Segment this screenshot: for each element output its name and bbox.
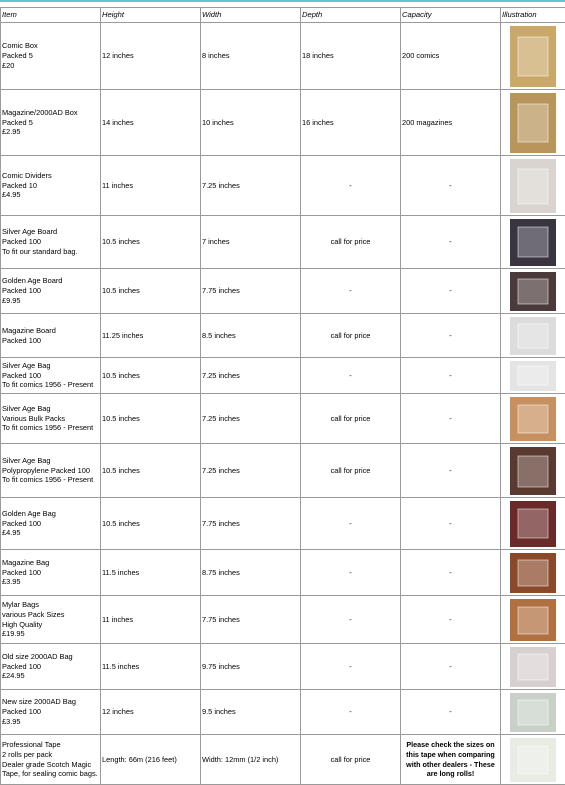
width-cell: Width: 12mm (1/2 inch) (201, 735, 301, 785)
cell-line: Silver Age Bag (2, 361, 99, 371)
height-cell: 11 inches (101, 156, 201, 216)
illustration-cell (501, 735, 565, 785)
height-cell: 11.5 inches (101, 644, 201, 690)
cell-line: To fit comics 1956 - Present (2, 423, 99, 433)
mylar-bags-photo (510, 599, 556, 641)
height-cell: 10.5 inches (101, 269, 201, 314)
magazine-box-photo (510, 93, 556, 153)
cell-line: Packed 100 (2, 707, 99, 717)
illustration-cell (501, 644, 565, 690)
golden-age-bag-photo (510, 501, 556, 547)
width-cell: 7.25 inches (201, 156, 301, 216)
illustration-cell (501, 90, 565, 156)
item-cell (1, 314, 101, 358)
depth-cell: - (301, 498, 401, 550)
cell-line: Please check the sizes on (402, 740, 499, 750)
cell-line: are long rolls! (402, 769, 499, 779)
cell-line: £9.95 (2, 296, 99, 306)
cell-line: £20 (2, 61, 99, 71)
capacity-cell: - (401, 498, 501, 550)
cell-line: To fit our standard bag. (2, 247, 99, 257)
item-cell (1, 23, 101, 90)
height-cell: 12 inches (101, 23, 201, 90)
item-cell (1, 216, 101, 269)
height-cell: 11 inches (101, 596, 201, 644)
table-row (1, 314, 565, 358)
width-cell: 9.5 inches (201, 690, 301, 735)
width-cell: 8 inches (201, 23, 301, 90)
capacity-cell: - (401, 216, 501, 269)
column-header-width: Width (201, 8, 301, 23)
height-cell: 10.5 inches (101, 498, 201, 550)
depth-cell: - (301, 156, 401, 216)
table-row (1, 23, 565, 90)
cell-line: this tape when comparing (402, 750, 499, 760)
height-cell: Length: 66m (216 feet) (101, 735, 201, 785)
column-header-height: Height (101, 8, 201, 23)
width-cell: 8.5 inches (201, 314, 301, 358)
width-cell: 7 inches (201, 216, 301, 269)
illustration-cell (501, 216, 565, 269)
depth-cell: call for price (301, 444, 401, 498)
height-cell: 10.5 inches (101, 444, 201, 498)
illustration-cell (501, 358, 565, 394)
capacity-cell: 200 magazines (401, 90, 501, 156)
depth-cell: - (301, 358, 401, 394)
table-row (1, 216, 565, 269)
width-cell: 10 inches (201, 90, 301, 156)
item-cell (1, 358, 101, 394)
width-cell: 7.75 inches (201, 596, 301, 644)
capacity-cell: - (401, 444, 501, 498)
column-header-illustration: Illustration (501, 8, 565, 23)
capacity-cell: - (401, 156, 501, 216)
column-header-item: Item (1, 8, 101, 23)
item-cell (1, 394, 101, 444)
column-header-depth: Depth (301, 8, 401, 23)
cell-line: Mylar Bags (2, 600, 99, 610)
item-cell (1, 690, 101, 735)
cell-line: £4.95 (2, 528, 99, 538)
cell-line: Magazine Bag (2, 558, 99, 568)
height-cell: 12 inches (101, 690, 201, 735)
width-cell: 7.25 inches (201, 358, 301, 394)
depth-cell: call for price (301, 735, 401, 785)
cell-line: New size 2000AD Bag (2, 697, 99, 707)
table-row (1, 269, 565, 314)
item-cell (1, 498, 101, 550)
illustration-cell (501, 444, 565, 498)
height-cell: 11.5 inches (101, 550, 201, 596)
illustration-cell (501, 550, 565, 596)
silver-age-bag-photo (510, 361, 556, 391)
silver-age-bulk-bag-photo (510, 397, 556, 441)
table-row (1, 498, 565, 550)
width-cell: 8.75 inches (201, 550, 301, 596)
cell-line: £4.95 (2, 190, 99, 200)
polypropylene-bag-photo (510, 447, 556, 495)
cell-line: Silver Age Bag (2, 456, 99, 466)
illustration-cell (501, 498, 565, 550)
table-row (1, 596, 565, 644)
cell-line: Old size 2000AD Bag (2, 652, 99, 662)
depth-cell: - (301, 269, 401, 314)
depth-cell: 16 inches (301, 90, 401, 156)
item-cell (1, 444, 101, 498)
cell-line: To fit comics 1956 - Present (2, 380, 99, 390)
golden-age-board-photo (510, 272, 556, 311)
capacity-cell: - (401, 596, 501, 644)
cell-line: £3.95 (2, 717, 99, 727)
capacity-cell (401, 735, 501, 785)
cell-line: Silver Age Bag (2, 404, 99, 414)
width-cell: 7.25 inches (201, 394, 301, 444)
cell-line: Packed 100 (2, 286, 99, 296)
magazine-bag-photo (510, 553, 556, 593)
height-cell: 10.5 inches (101, 394, 201, 444)
new-2000ad-bag-photo (510, 693, 556, 732)
cell-line: High Quality (2, 620, 99, 630)
capacity-cell: - (401, 394, 501, 444)
illustration-cell (501, 596, 565, 644)
item-cell (1, 550, 101, 596)
depth-cell: call for price (301, 216, 401, 269)
comic-dividers-photo (510, 159, 556, 213)
depth-cell: - (301, 690, 401, 735)
capacity-cell: - (401, 314, 501, 358)
table-row (1, 90, 565, 156)
cell-line: Golden Age Board (2, 276, 99, 286)
height-cell: 10.5 inches (101, 216, 201, 269)
capacity-cell: - (401, 690, 501, 735)
cell-line: Golden Age Bag (2, 509, 99, 519)
cell-line: with other dealers - These (402, 760, 499, 770)
cell-line: Packed 5 (2, 51, 99, 61)
capacity-cell: 200 comics (401, 23, 501, 90)
table-row (1, 358, 565, 394)
cell-line: Packed 100 (2, 519, 99, 529)
width-cell: 7.75 inches (201, 269, 301, 314)
magazine-board-photo (510, 317, 556, 355)
depth-cell: - (301, 596, 401, 644)
cell-line: Dealer grade Scotch Magic (2, 760, 99, 770)
table-row (1, 444, 565, 498)
cell-line: Magazine/2000AD Box (2, 108, 99, 118)
cell-line: £2.95 (2, 127, 99, 137)
cell-line: Packed 100 (2, 237, 99, 247)
cell-line: To fit comics 1956 - Present (2, 475, 99, 485)
width-cell: 7.25 inches (201, 444, 301, 498)
width-cell: 9.75 inches (201, 644, 301, 690)
table-row (1, 644, 565, 690)
illustration-cell (501, 314, 565, 358)
cell-line: Comic Box (2, 41, 99, 51)
cell-line: £24.95 (2, 671, 99, 681)
cell-line: 2 rolls per pack (2, 750, 99, 760)
top-rule (0, 0, 565, 2)
table-row (1, 550, 565, 596)
illustration-cell (501, 394, 565, 444)
width-cell: 7.75 inches (201, 498, 301, 550)
cell-line: Comic Dividers (2, 171, 99, 181)
item-cell (1, 90, 101, 156)
cell-line: Packed 100 (2, 336, 99, 346)
capacity-cell: - (401, 644, 501, 690)
capacity-cell: - (401, 550, 501, 596)
depth-cell: - (301, 644, 401, 690)
table-row (1, 690, 565, 735)
scotch-tape-photo (510, 738, 556, 782)
height-cell: 10.5 inches (101, 358, 201, 394)
cell-line: Magazine Board (2, 326, 99, 336)
cell-line: Various Bulk Packs (2, 414, 99, 424)
illustration-cell (501, 23, 565, 90)
item-cell (1, 735, 101, 785)
height-cell: 11.25 inches (101, 314, 201, 358)
silver-age-board-photo (510, 219, 556, 266)
cell-line: Packed 100 (2, 662, 99, 672)
supplies-price-table (0, 7, 565, 785)
illustration-cell (501, 690, 565, 735)
item-cell (1, 596, 101, 644)
cell-line: £19.95 (2, 629, 99, 639)
height-cell: 14 inches (101, 90, 201, 156)
table-row (1, 156, 565, 216)
column-header-capacity: Capacity (401, 8, 501, 23)
cell-line: Professional Tape (2, 740, 99, 750)
table-row (1, 735, 565, 785)
cell-line: Silver Age Board (2, 227, 99, 237)
header-row (1, 8, 565, 23)
comic-box-photo (510, 26, 556, 87)
cell-line: £3.95 (2, 577, 99, 587)
cell-line: Packed 10 (2, 181, 99, 191)
capacity-cell: - (401, 358, 501, 394)
illustration-cell (501, 156, 565, 216)
cell-line: Packed 5 (2, 118, 99, 128)
old-2000ad-bag-photo (510, 647, 556, 687)
capacity-cell: - (401, 269, 501, 314)
cell-line: Tape, for sealing comic bags. (2, 769, 99, 779)
item-cell (1, 156, 101, 216)
cell-line: various Pack Sizes (2, 610, 99, 620)
table-row (1, 394, 565, 444)
depth-cell: 18 inches (301, 23, 401, 90)
item-cell (1, 269, 101, 314)
depth-cell: - (301, 550, 401, 596)
depth-cell: call for price (301, 394, 401, 444)
illustration-cell (501, 269, 565, 314)
cell-line: Packed 100 (2, 371, 99, 381)
item-cell (1, 644, 101, 690)
depth-cell: call for price (301, 314, 401, 358)
cell-line: Polypropylene Packed 100 (2, 466, 99, 476)
cell-line: Packed 100 (2, 568, 99, 578)
